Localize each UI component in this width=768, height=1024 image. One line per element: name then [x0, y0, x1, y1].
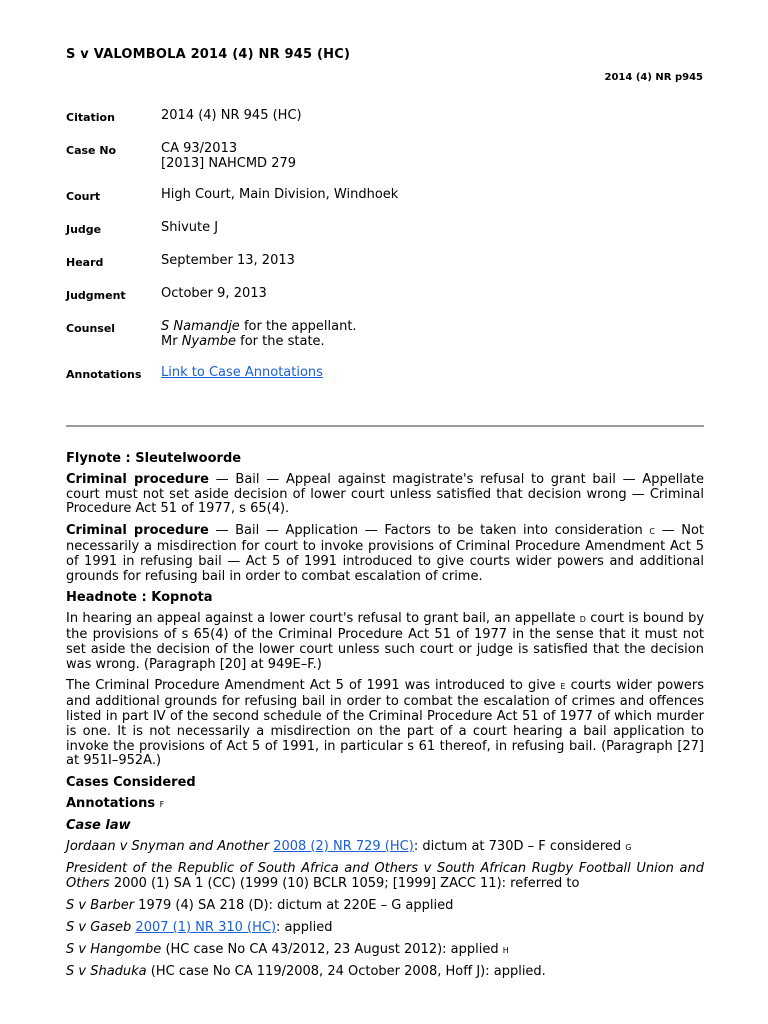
headnote-1-text-a: In hearing an appeal against a lower court's refusal to grant bail, an appellate [66, 611, 580, 627]
case-6-name: S v Shaduka [66, 964, 147, 980]
margin-letter-e: E [560, 682, 566, 692]
headnote-2-text-a: The Criminal Procedure Amendment Act 5 of 1991 was introduced to give [66, 678, 561, 694]
case-2-name: President of the Republic of South Africa and Others v South African Rugby Football Union and Others [66, 861, 704, 892]
flynote-2-text-a: — Bail — Application — Factors to be taken into consideration [208, 523, 650, 539]
flynote-heading: Flynote : Sleutelwoorde [66, 451, 242, 466]
flynote-2-topic: Criminal procedure [66, 523, 209, 539]
flynote-paragraph-2 [66, 524, 704, 584]
case-3-name: S v Barber [66, 897, 135, 913]
counsel-appellant-role: for the appellant. [239, 319, 357, 334]
headnote-paragraph-2 [66, 679, 704, 769]
page-reference: 2014 (4) NR p945 [604, 72, 703, 83]
court-label: Court [66, 190, 101, 203]
meta-row-case-no [66, 141, 706, 171]
margin-letter-c: C [649, 527, 655, 537]
case-4-name: S v Gaseb [66, 919, 132, 935]
case-2-treatment: 2000 (1) SA 1 (CC) (1999 (10) BCLR 1059; [1999] ZACC 11): referred to [109, 876, 580, 892]
case-1-citation-link[interactable]: 2008 (2) NR 729 (HC) [273, 838, 414, 854]
case-annotations-link[interactable]: Link to Case Annotations [161, 365, 323, 380]
headnote-2-text-b: courts wider powers and additional grounds for refusing bail in order to combat the escalation of crimes and offences listed in part IV of the second schedule of the Criminal Procedure Act 51 of 1977 of which murder is one. It is not necessarily a misdirection on the part of a court hearing a bail application to invoke the provisions of Act 5 of 1991, in particular s 61 thereof, in refusing bail. (Paragraph [27] at 951I–952A.) [66, 678, 704, 769]
case-title: S v VALOMBOLA 2014 (4) NR 945 (HC) [66, 47, 351, 62]
flynote-2-text-b: — Not necessarily a misdirection for court to invoke provisions of Criminal Procedure Amendment Act 5 of 1991 in refusing bail — Act 5 of 1991 introduced to give courts wider powers and additional grounds for refusing bail in order to combat escalation of crime. [66, 523, 704, 584]
counsel-state-role: for the state. [236, 334, 325, 349]
case-no-label: Case No [66, 144, 117, 157]
case-no-line1: CA 93/2013 [161, 141, 238, 156]
judge-value: Shivute J [161, 220, 219, 235]
headnote-paragraph-1 [66, 612, 704, 672]
meta-row-counsel [66, 319, 706, 349]
meta-row-court [66, 187, 706, 204]
meta-row-judge [66, 220, 706, 237]
citation-label: Citation [66, 111, 115, 124]
case-entry-3 [66, 899, 704, 914]
meta-row-citation [66, 108, 706, 125]
case-3-treatment: 1979 (4) SA 218 (D): dictum at 220E – G applied [134, 897, 454, 913]
citation-value: 2014 (4) NR 945 (HC) [161, 108, 302, 123]
margin-letter-d: D [579, 615, 586, 625]
counsel-state-prefix: Mr [161, 334, 182, 349]
case-metadata [66, 108, 706, 398]
heard-label: Heard [66, 256, 104, 269]
counsel-value [161, 319, 357, 349]
court-value: High Court, Main Division, Windhoek [161, 187, 399, 202]
meta-row-annotations [66, 365, 706, 382]
case-no-line2: [2013] NAHCMD 279 [161, 156, 297, 171]
headnote-heading: Headnote : Kopnota [66, 590, 213, 606]
annotations-label: Annotations [66, 368, 142, 381]
meta-row-heard [66, 253, 706, 270]
margin-letter-h: H [502, 945, 509, 955]
annotations-heading-text: Annotations [66, 795, 156, 811]
case-entry-1 [66, 840, 704, 856]
counsel-appellant-name: S Namandje [161, 319, 240, 334]
document-body [66, 452, 704, 987]
case-5-name: S v Hangombe [66, 941, 162, 957]
judge-label: Judge [66, 223, 102, 236]
meta-row-judgment [66, 286, 706, 303]
case-no-value [161, 141, 296, 171]
flynote-1-text: — Bail — Appeal against magistrate's refusal to grant bail — Appellate court must not set aside decision of lower court unless satisfied that decision wrong — Criminal Procedure Act 51 of 1977, s 65(4). [66, 471, 704, 517]
case-1-treatment: : dictum at 730D – F considered [413, 838, 626, 854]
margin-letter-f: F [159, 799, 165, 809]
counsel-line1 [161, 319, 357, 334]
case-4-treatment: : applied [276, 919, 333, 935]
judgment-value: October 9, 2013 [161, 286, 267, 301]
section-divider [66, 425, 704, 427]
counsel-label: Counsel [66, 322, 116, 335]
case-5-treatment: (HC case No CA 43/2012, 23 August 2012): applied [161, 941, 503, 957]
annotations-heading [66, 797, 704, 813]
heard-value: September 13, 2013 [161, 253, 295, 268]
counsel-state-name: Nyambe [181, 334, 237, 349]
flynote-1-topic: Criminal procedure [66, 471, 209, 487]
flynote-paragraph-1 [66, 473, 704, 517]
counsel-line2 [161, 334, 357, 349]
headnote-1-text-b: court is bound by the provisions of s 65(4) of the Criminal Procedure Act 51 of 1977 in the sense that it must not set aside the decision of the lower court unless such court or judge is satisfied that the decision was wrong. (Paragraph [20] at 949E–F.) [66, 611, 705, 672]
case-entry-2 [66, 862, 704, 892]
case-law-heading: Case law [66, 817, 131, 833]
cases-considered-heading: Cases Considered [66, 775, 196, 791]
case-4-citation-link[interactable]: 2007 (1) NR 310 (HC) [135, 919, 277, 935]
margin-letter-g: G [625, 842, 632, 852]
judgment-label: Judgment [66, 289, 126, 302]
case-entry-4 [66, 921, 704, 936]
case-entry-6 [66, 965, 704, 980]
case-entry-5 [66, 943, 704, 959]
case-1-name: Jordaan v Snyman and Another [66, 838, 270, 854]
case-6-treatment: (HC case No CA 119/2008, 24 October 2008, Hoff J): applied. [146, 964, 546, 980]
